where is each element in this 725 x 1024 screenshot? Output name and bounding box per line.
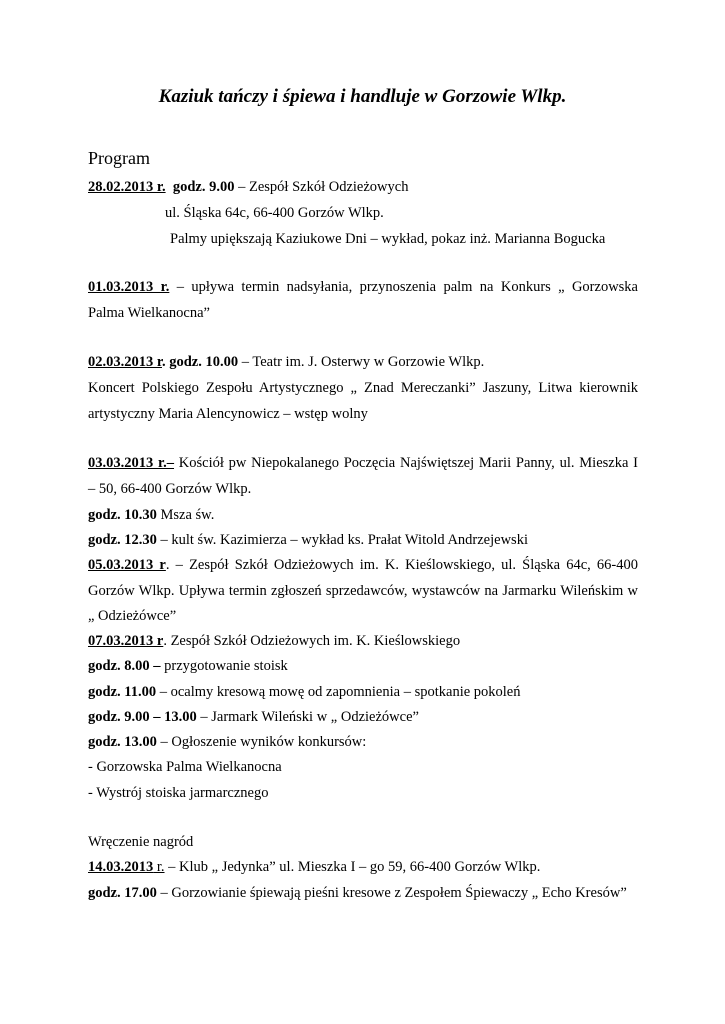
event-0303-line-2: – 50, 66-400 Gorzów Wlkp. [88,481,252,497]
event-time: godz. 9.00 – 13.00 [88,709,197,725]
event-0303-mass [88,505,638,525]
event-text: – Teatr im. J. Osterwy w Gorzowie Wlkp. [241,354,485,370]
event-date: 03.03.2013 r.– [88,455,175,471]
event-time: . godz. 10.00 [161,354,239,370]
event-0703-row-1 [88,656,638,676]
event-0703-line [88,631,638,651]
event-date: 07.03.2013 r [88,633,164,649]
event-text: . – Zespół Szkół Odzieżowych im. K. Kieślowskiego, ul. Śląska 64c, 66-400 [165,557,639,573]
event-2802-lecture: Palmy upiększają Kaziukowe Dni – wykład, pokaz inż. Marianna Bogucka [170,231,606,247]
event-text: – ocalmy kresową mowę od zapomnienia – spotkanie pokoleń [156,684,521,700]
event-0103-line-2: Palma Wielkanocna” [88,305,210,321]
event-text: – Zespół Szkół Odzieżowych [238,179,409,195]
event-text: – Ogłoszenie wyników konkursów: [156,734,367,750]
event-text: – Klub „ Jedynka” ul. Mieszka I – go 59, 66-400 Gorzów Wlkp. [164,859,541,875]
event-text: Kościół pw Niepokalanego Poczęcia Najświętszej Marii Panny, ul. Mieszka I [174,455,638,471]
document-title: Kaziuk tańczy i śpiewa i handluje w Gorzowie Wlkp. [158,86,567,107]
event-time: godz. 17.00 [88,885,157,901]
event-time: godz. 11.00 [88,684,157,700]
event-1403-concert [88,883,638,903]
event-2802-line [88,177,638,197]
event-0703-row-4 [88,732,638,752]
event-time: godz. 12.30 [88,532,157,548]
event-0703-row-2 [88,682,638,702]
event-text: – kult św. Kazimierza – wykład ks. Prałat Witold Andrzejewski [156,532,528,548]
event-0203-concert-1: Koncert Polskiego Zespołu Artystycznego „ Znad Mereczanki” Jaszuny, Litwa kierownik [88,380,638,396]
event-0203-concert-2: artystyczny Maria Alencynowicz – wstęp wolny [88,406,368,422]
contest-item-1: - Gorzowska Palma Wielkanocna [88,759,282,775]
event-2802-address: ul. Śląska 64c, 66-400 Gorzów Wlkp. [165,205,384,221]
event-1403-line [88,857,638,877]
event-0503-line-1 [88,555,638,575]
event-text: Msza św. [156,507,215,523]
event-date: 02.03.2013 r [88,354,162,370]
event-0303-lecture [88,530,638,550]
event-date: 14.03.2013 [88,859,154,875]
contest-item-2: - Wystrój stoiska jarmarcznego [88,785,269,801]
event-text: przygotowanie stoisk [160,658,288,674]
event-time: godz. 8.00 – [88,658,161,674]
event-time: godz. 13.00 [88,734,157,750]
event-time: godz. 9.00 [172,179,235,195]
event-text: – Jarmark Wileński w „ Odzieżówce” [196,709,419,725]
event-0203-line [88,352,638,372]
event-0503-line-3: „ Odzieżówce” [88,608,177,624]
event-date: 05.03.2013 r [88,557,166,573]
event-0703-row-3 [88,707,638,727]
event-text: – upływa termin nadsyłania, przynoszenia palm na Konkurs „ Gorzowska [176,279,638,295]
event-date: 28.02.2013 r. [88,179,166,195]
event-date: 01.03.2013 r. [88,279,170,295]
event-text: . Zespół Szkół Odzieżowych im. K. Kieślowskiego [163,633,461,649]
event-0303-line-1 [88,453,638,473]
event-date-suffix: r. [153,859,165,875]
event-text: – Gorzowianie śpiewają pieśni kresowe z Zespołem Śpiewaczy „ Echo Kresów” [156,885,627,901]
event-0103-line-1 [88,277,638,297]
event-time: godz. 10.30 [88,507,157,523]
event-0503-line-2: Gorzów Wlkp. Upływa termin zgłoszeń sprzedawców, wystawców na Jarmarku Wileńskim w [88,583,638,599]
awards-heading: Wręczenie nagród [88,834,194,850]
program-heading: Program [88,148,150,168]
